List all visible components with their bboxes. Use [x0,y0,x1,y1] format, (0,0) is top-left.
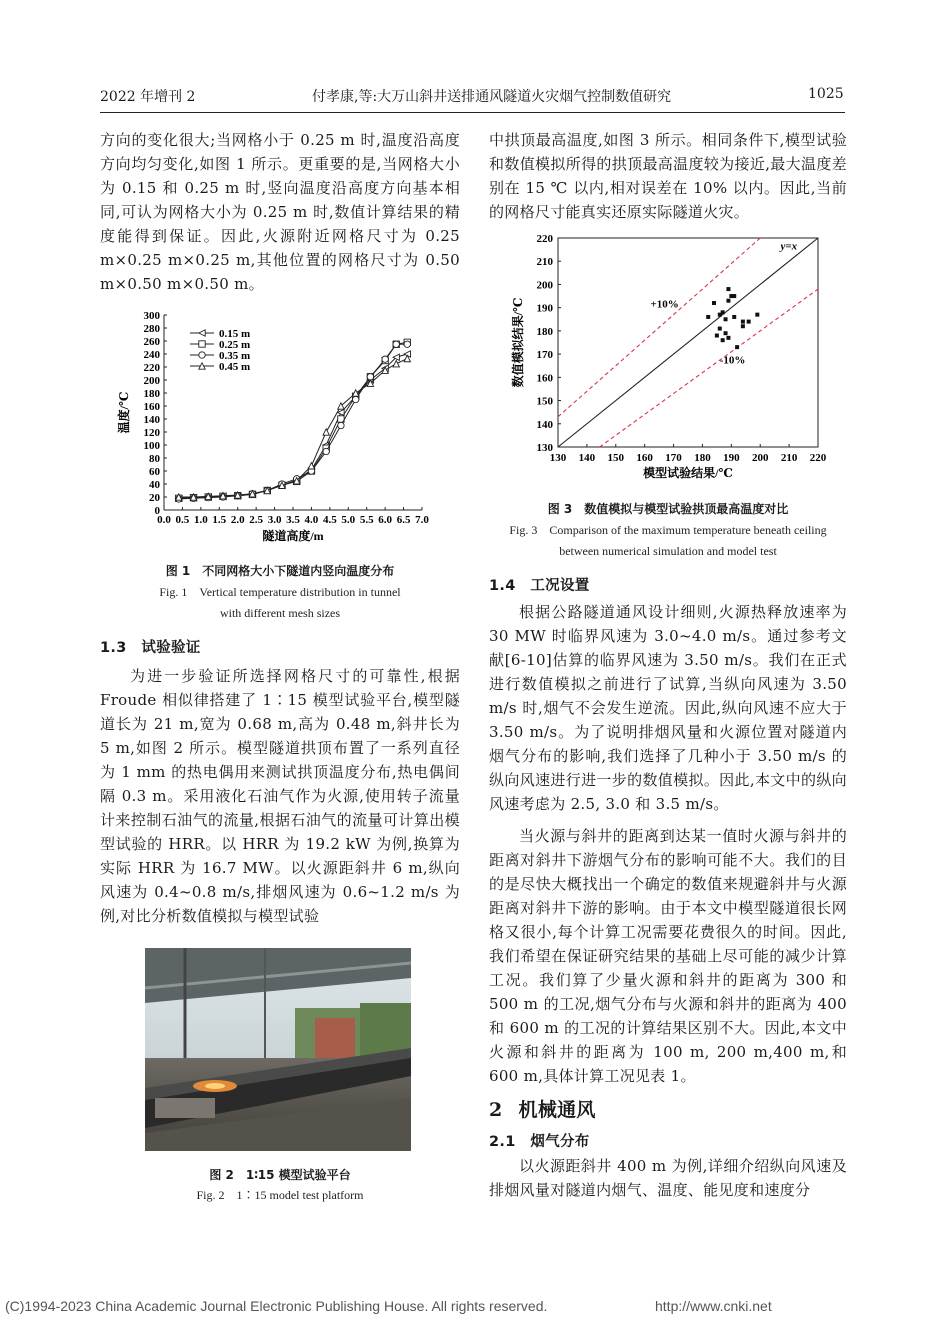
fig1-series-1 [176,339,411,502]
fig1-x-tick-label: 4.0 [304,514,319,526]
fig3-upper-label: +10% [650,298,679,311]
fig3-y-tick-label: 140 [536,418,553,431]
fig1-x-tick-label: 1.0 [193,514,208,526]
figure-1-caption-en-1: Fig. 1 Vertical temperature distribution in tunnel [159,585,401,599]
fig1-data-point [404,341,410,347]
fig3-y-tick-label: 200 [536,279,553,292]
fig1-legend-marker [199,341,205,347]
left-para-1: 方向的变化很大;当网格小于 0.25 m 时,温度沿高度方向均匀变化,如图 1 所示。更重要的是,当网格大小为 0.15 和 0.25 m 时,竖向温度沿高度方向基本相同,可认为网格大小为 0.25 m 时,数值计算结果的精度能得到保证。因此,火源附近网格尺寸为 0.25 m×0.25 m×0.25 m,其他位置的网格尺寸为 0.50 m×0.50 m×0.50 m。 [100,131,460,293]
fig1-y-tick-label: 260 [143,336,160,348]
left-column-lower [100,636,460,928]
fig3-x-tick-label: 180 [694,452,711,464]
fig1-data-point [352,396,358,402]
fig1-series-2 [176,341,411,502]
fig1-x-tick-label: 5.0 [341,514,356,526]
fig1-x-label: 隧道高度/m [262,529,324,543]
fig3-y-tick-label: 130 [536,442,553,454]
fig1-y-tick-label: 60 [149,466,160,478]
fig3-y-tick-label: 170 [536,349,553,362]
fig1-x-tick-label: 0.5 [175,514,190,526]
fig1-series-line [179,344,408,499]
fig3-x-tick-label: 170 [665,452,682,464]
fig1-y-label: 温度/℃ [117,391,131,434]
fig1-y-tick-label: 240 [143,349,160,361]
figure-1-caption-zh: 图 1 不同网格大小下隧道内竖向温度分布 [165,564,395,578]
fig1-x-tick-label: 0.0 [157,514,171,526]
fig1-y-tick-label: 140 [143,414,160,426]
fig1-x-tick-label: 2.0 [230,514,245,526]
fig1-x-tick-label: 7.0 [415,514,429,526]
fig3-x-tick-label: 160 [636,452,653,464]
model-test-platform-image [145,948,411,1151]
header-journal-issue: 2022 年增刊 2 [100,89,196,105]
fig3-x-tick-label: 140 [578,452,596,464]
right-para-1: 中拱顶最高温度,如图 3 所示。相同条件下,模型试验和数值模拟所得的拱顶最高温度较为接近,最大温度差别在 15 ℃ 以内,相对误差在 10% 以内。因此,当前的网格尺寸能真实还原实际隧道火灾。 [489,131,847,221]
fig3-data-point [732,294,736,298]
figure-3-caption-en-1: Fig. 3 Comparison of the maximum temperature beneath ceiling [509,523,827,537]
section-2-1-title: 2.1 烟气分布 [489,1134,590,1150]
fig1-legend-marker [199,352,205,358]
fig1-x-tick-label: 1.5 [212,514,227,526]
fig3-y-tick-label: 180 [536,325,553,338]
fig1-legend-label: 0.25 m [219,339,251,351]
fig3-data-point [706,315,710,319]
fig3-data-point [715,334,719,338]
fig3-x-tick-label: 200 [751,452,769,464]
fig3-lower-bound-line [600,289,818,447]
right-column-top [489,128,847,224]
fig3-x-tick-label: 150 [607,452,625,464]
fig3-x-tick-label: 220 [809,452,827,464]
fig3-identity-label: y=x [780,240,798,253]
right-column-lower [489,574,847,1202]
fig1-x-tick-label: 2.5 [249,514,264,526]
fig3-x-tick-label: 130 [549,452,567,464]
header-article-title: 付孝康,等:大万山斜井送排通风隧道火灾烟气控制数值研究 [312,89,672,105]
fig3-data-point [755,313,759,317]
fig3-identity-line [558,238,818,447]
fig1-y-tick-label: 100 [143,440,160,452]
fig3-x-tick-label: 210 [780,452,798,464]
fig3-x-label: 模型试验结果/℃ [643,466,733,480]
fig3-data-point [735,345,739,349]
fig1-y-tick-label: 300 [143,310,160,322]
fig3-y-label: 数值模拟结果/℃ [511,297,525,388]
section-2-number: 2 [489,1099,503,1121]
right-para-3: 当火源与斜井的距离到达某一值时火源与斜井的距离对斜井下游烟气分布的影响可能不大。我们的目的是尽快大概找出一个确定的数值来规避斜井与火源距离对斜井下游的影响。由于本文中模型隧道很长网格又很小,每个计算工况需要花费很久的时间。因此,我们希望在保证研究结果的基础上尽可能的减少计算工况。我们算了少量火源和斜井的距离为 300 和 500 m 的工况,烟气分布与火源和斜井的距离为 400 和 600 m 的工况的计算结果区别不大。因此,本文中火源和斜井的距离为 100 m, 200 m,400 m,和 600 m,具体计算工况见表 1。 [489,827,847,1085]
fig1-y-tick-label: 200 [143,375,160,387]
fig1-x-tick-label: 6.0 [378,514,393,526]
fig3-y-tick-label: 150 [536,395,553,408]
fig1-y-tick-label: 80 [149,453,160,465]
fig3-data-point [724,317,728,321]
figure-2-caption-en: Fig. 2 1∶15 model test platform [196,1188,364,1202]
fig3-data-point [721,338,725,342]
fig1-x-tick-label: 3.5 [286,514,300,526]
fig1-legend-marker [199,330,205,336]
right-para-4: 以火源距斜井 400 m 为例,详细介绍纵向风速及排烟风量对隧道内烟气、温度、能见度和速度分 [489,1157,847,1199]
footer-copyright: (C)1994-2023 China Academic Journal Electronic Publishing House. All rights reserved. [5,1298,548,1314]
fig1-data-point [393,361,399,367]
fig1-data-point [323,448,329,454]
fig3-y-tick-label: 220 [536,233,553,245]
fig3-data-point [726,299,730,303]
fig1-legend-label: 0.15 m [219,328,251,340]
fig3-data-point [726,336,730,340]
left-column [100,128,460,296]
figure-2-caption-zh: 图 2 1∶15 模型试验平台 [209,1168,351,1182]
fig3-data-point [741,324,745,328]
fig1-x-tick-label: 3.0 [267,514,282,526]
section-2-title [489,1098,847,1122]
figure-3-chart [500,228,840,490]
fig1-y-tick-label: 280 [143,323,160,335]
left-para-2: 为进一步验证所选择网格尺寸的可靠性,根据 Froude 相似律搭建了 1∶15 模型试验平台,模型隧道长为 21 m,宽为 0.68 m,高为 0.48 m,斜井长为 5 m,如图 2 所示。模型隧道拱顶布置了一系列直径为 1 mm 的热电偶用来测试拱顶温度分布,热电偶间隔 0.3 m。采用液化石油气作为火源,使用转子流量计来控制石油气的流量,根据石油气的流量可计算出模型试验的 HRR。以 HRR 为 19.2 kW 为例,换算为实际 HRR 为 16.7 MW。以火源距斜井 6 m,纵向风速为 0.4~0.8 m/s,排烟风速为 0.6~1.2 m/s 为例,对比分析数值模拟与模型试验 [100,667,460,925]
footer-url: http://www.cnki.net [655,1298,772,1314]
fig1-data-point [338,422,344,428]
fig1-series-3 [176,355,411,500]
fig3-data-point [724,331,728,335]
fig1-y-tick-label: 160 [143,401,160,413]
section-2-name: 机械通风 [518,1099,596,1121]
fig1-series-0 [176,328,411,502]
figure-3-caption-en-2: between numerical simulation and model test [559,544,777,558]
fig3-data-point [747,320,751,324]
fig1-legend-label: 0.35 m [219,350,251,362]
figure-2-photo [145,948,411,1151]
fig3-data-point [712,301,716,305]
section-1-3-title: 1.3 试验验证 [100,640,201,656]
figure-1-chart [112,305,452,555]
fig1-y-tick-label: 220 [143,362,160,374]
fig3-lower-label: -10% [719,354,746,367]
fig3-data-point [726,287,730,291]
fig1-y-tick-label: 20 [149,492,160,504]
figure-1-caption-en-2: with different mesh sizes [219,606,341,620]
fig1-data-point [382,356,388,362]
fig3-y-tick-label: 210 [536,256,553,269]
fig1-x-tick-label: 4.5 [322,514,337,526]
fig3-x-tick-label: 190 [723,452,740,464]
fig1-data-point [323,429,329,435]
fig1-x-tick-label: 6.5 [396,514,411,526]
fig1-legend-label: 0.45 m [219,361,251,373]
section-1-4-title: 1.4 工况设置 [489,578,590,594]
fig3-data-point [718,327,722,331]
figure-3-caption-zh: 图 3 数值模拟与模型试验拱顶最高温度对比 [547,502,789,516]
fig1-y-tick-label: 40 [149,479,160,491]
fig1-y-tick-label: 120 [143,427,160,439]
fig3-data-point [721,310,725,314]
fig3-y-tick-label: 160 [536,372,553,385]
fig1-data-point [367,374,373,380]
fig3-upper-bound-line [558,238,760,417]
fig1-data-point [393,341,399,347]
fig3-data-point [741,320,745,324]
fig3-y-tick-label: 190 [536,302,553,315]
right-para-2: 根据公路隧道通风设计细则,火源热释放速率为 30 MW 时临界风速为 3.0~4.0 m/s。通过参考文献[6-10]估算的临界风速为 3.50 m/s。我们在正式进行数值模拟之前进行了试算,当纵向风速为 3.50 m/s 时,烟气不会发生逆流。因此,纵向风速不应大于 3.50 m/s。为了说明排烟风量和火源位置对隧道内烟气分布的影响,我们选择了几种小于 3.50 m/s 的纵向风速进行进一步的数值模拟。因此,本文中的纵向风速考虑为 2.5, 3.0 和 3.5 m/s。 [489,603,847,813]
fig3-data-point [732,315,736,319]
header-page-number: 1025 [808,86,844,102]
fig1-y-tick-label: 180 [143,388,160,400]
fig1-x-tick-label: 5.5 [359,514,374,526]
fig1-y-tick-label: 0 [154,505,160,517]
header-rule [100,112,845,113]
